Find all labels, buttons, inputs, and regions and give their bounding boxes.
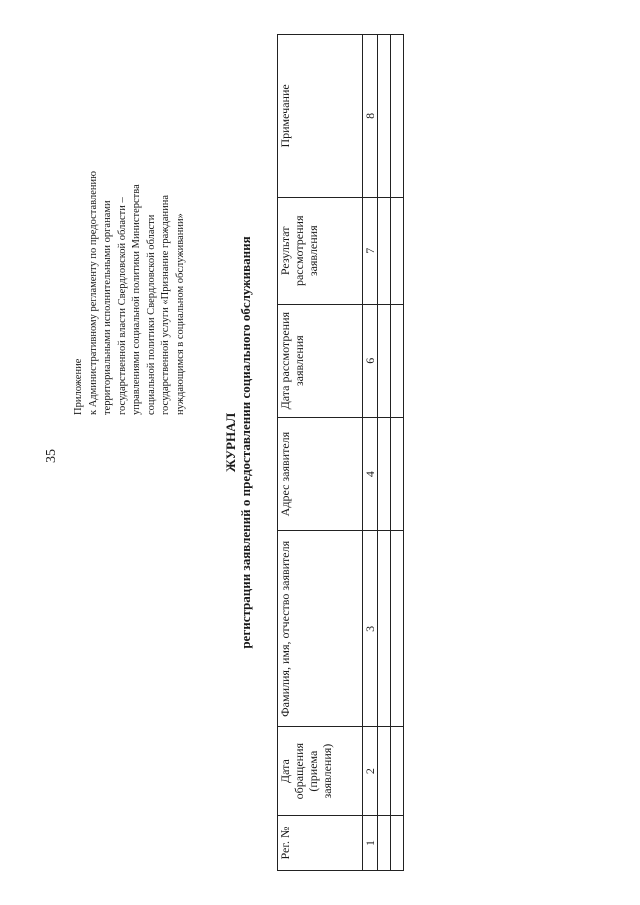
journal-title bbox=[223, 20, 253, 865]
column-number: 7 bbox=[363, 197, 378, 304]
table-cell bbox=[378, 417, 391, 531]
journal-table bbox=[277, 34, 404, 871]
appendix-line: к Административному регламенту по предоставлению bbox=[87, 171, 99, 415]
column-number: 3 bbox=[363, 531, 378, 727]
header-review-date: Дата рассмотрения заявления bbox=[278, 304, 363, 417]
header-applicant-name: Фамилия, имя, отчество заявителя bbox=[278, 531, 363, 727]
appendix-line: Приложение bbox=[73, 358, 84, 415]
column-number: 2 bbox=[363, 727, 378, 816]
table-cell bbox=[378, 727, 391, 816]
journal-heading: ЖУРНАЛ bbox=[223, 412, 238, 473]
column-number: 6 bbox=[363, 304, 378, 417]
table-cell bbox=[391, 304, 404, 417]
table-row bbox=[378, 35, 391, 871]
table-cell bbox=[378, 304, 391, 417]
table-cell bbox=[391, 531, 404, 727]
table-cell bbox=[391, 35, 404, 198]
column-number: 8 bbox=[363, 35, 378, 198]
header-applicant-address: Адрес заявителя bbox=[278, 417, 363, 531]
table-cell bbox=[391, 816, 404, 871]
header-reg-number: Рег. № bbox=[278, 816, 363, 871]
appendix-line: территориальными исполнительными органами bbox=[102, 200, 113, 415]
appendix-block bbox=[72, 30, 188, 415]
table-cell bbox=[378, 816, 391, 871]
page-number: 35 bbox=[44, 449, 59, 463]
appendix-line: нуждающимся в социальном обслуживании» bbox=[174, 213, 186, 415]
table-header-row bbox=[278, 35, 363, 871]
appendix-line: управлениями социальной политики Министерства bbox=[131, 184, 142, 415]
table-row bbox=[391, 35, 404, 871]
table-cell bbox=[391, 417, 404, 531]
table-cell bbox=[378, 35, 391, 198]
appendix-line: государственной власти Свердловской области – bbox=[116, 197, 128, 415]
table-cell bbox=[391, 727, 404, 816]
column-number-row bbox=[363, 35, 378, 871]
table-cell bbox=[391, 197, 404, 304]
journal-subheading: регистрации заявлений о предоставлении социального обслуживания bbox=[238, 236, 253, 649]
appendix-line: социальной политики Свердловской области bbox=[145, 214, 157, 415]
header-review-result: Результат рассмотрения заявления bbox=[278, 197, 363, 304]
appendix-line: государственной услуги «Признание гражданина bbox=[160, 194, 171, 415]
rotated-page bbox=[30, 30, 450, 875]
column-number: 1 bbox=[363, 816, 378, 871]
header-note: Примечание bbox=[278, 35, 363, 198]
table-cell bbox=[378, 197, 391, 304]
header-request-date: Дата обращения (приема заявления) bbox=[278, 727, 363, 816]
table-cell bbox=[378, 531, 391, 727]
column-number: 4 bbox=[363, 417, 378, 531]
